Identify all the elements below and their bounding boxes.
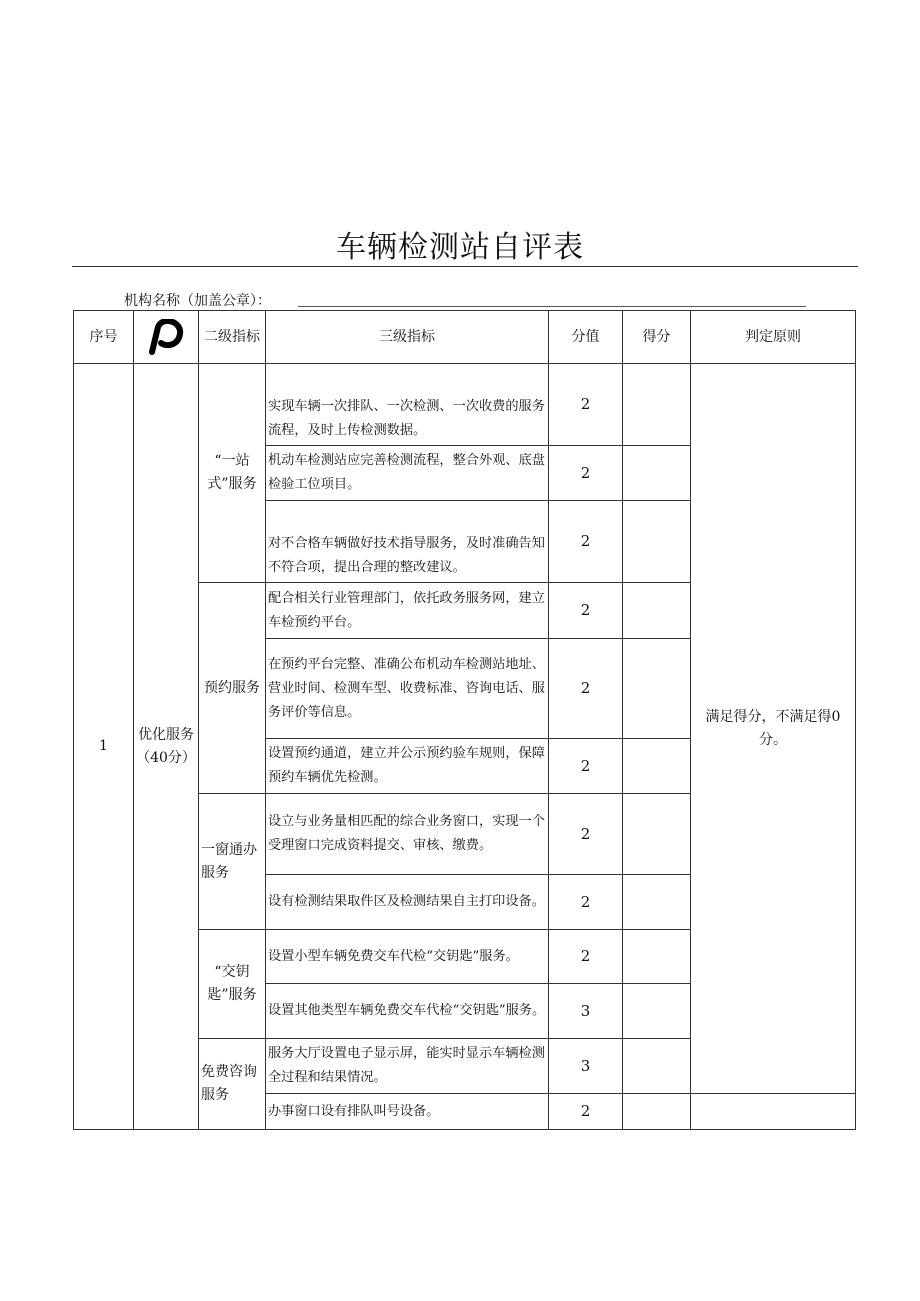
score-value: 2 [549, 446, 623, 501]
indicator-text: 服务大厅设置电子显示屏，能实时显示车辆检测全过程和结果情况。 [266, 1039, 549, 1094]
score-value: 2 [549, 583, 623, 639]
indicator-text: 在预约平台完整、准确公布机动车检测站地址、营业时间、检测车型、收费标准、咨询电话、服务评价等信息。 [266, 639, 549, 739]
header-level2: 二级指标 [199, 311, 266, 364]
score-value: 2 [549, 930, 623, 984]
score-input[interactable] [623, 583, 691, 639]
page-title: 车辆检测站自评表 [336, 230, 584, 265]
indicator-text: 对不合格车辆做好技术指导服务，及时准确告知不符合项，提出合理的整改建议。 [266, 501, 549, 583]
group-free-consult: 免费咨询服务 [199, 1039, 266, 1130]
judgement-empty-cell [691, 1094, 856, 1130]
org-name-label: 机构名称（加盖公章）： [124, 293, 271, 309]
score-value: 2 [549, 875, 623, 930]
score-value: 3 [549, 1039, 623, 1094]
indicator-text: 设置预约通道，建立并公示预约验车规则，保障预约车辆优先检测。 [266, 739, 549, 794]
group-one-window: 一窗通办服务 [199, 794, 266, 930]
score-value: 2 [549, 639, 623, 739]
group-hand-over-keys: “交钥匙”服务 [199, 930, 266, 1039]
score-input[interactable] [623, 739, 691, 794]
header-row [74, 311, 856, 364]
table-row [74, 364, 856, 446]
score-input[interactable] [623, 446, 691, 501]
indicator-text: 机动车检测站应完善检测流程，整合外观、底盘检验工位项目。 [266, 446, 549, 501]
header-seq: 序号 [74, 311, 134, 364]
score-input[interactable] [623, 930, 691, 984]
indicator-text: 实现车辆一次排队、一次检测、一次收费的服务流程，及时上传检测数据。 [266, 364, 549, 446]
title-underline [72, 266, 858, 267]
score-input[interactable] [623, 639, 691, 739]
score-input[interactable] [623, 1094, 691, 1130]
org-name-field[interactable] [298, 306, 806, 307]
score-value: 2 [549, 739, 623, 794]
header-level3: 三级指标 [266, 311, 549, 364]
header-level1-logo [134, 311, 199, 364]
section-level1: 优化服务（40分） [134, 364, 199, 1130]
indicator-text: 设置小型车辆免费交车代检“交钥匙”服务。 [266, 930, 549, 984]
indicator-text: 设有检测结果取件区及检测结果自主打印设备。 [266, 875, 549, 930]
score-value: 2 [549, 794, 623, 875]
judgement-rule: 满足得分，不满足得0分。 [691, 364, 856, 1094]
score-input[interactable] [623, 875, 691, 930]
header-got: 得分 [623, 311, 691, 364]
header-rule: 判定原则 [691, 311, 856, 364]
score-input[interactable] [623, 1039, 691, 1094]
score-value: 2 [549, 501, 623, 583]
score-input[interactable] [623, 364, 691, 446]
indicator-text: 办事窗口设有排队叫号设备。 [266, 1094, 549, 1130]
section-seq: 1 [74, 364, 134, 1130]
group-appointment: 预约服务 [199, 583, 266, 794]
score-value: 2 [549, 364, 623, 446]
level1-logo-icon [146, 319, 186, 355]
score-input[interactable] [623, 501, 691, 583]
group-one-stop: “一站式”服务 [199, 364, 266, 583]
score-value: 2 [549, 1094, 623, 1130]
score-input[interactable] [623, 794, 691, 875]
indicator-text: 设立与业务量相匹配的综合业务窗口，实现一个受理窗口完成资料提交、审核、缴费。 [266, 794, 549, 875]
self-evaluation-table [73, 310, 856, 1130]
indicator-text: 配合相关行业管理部门，依托政务服务网，建立车检预约平台。 [266, 583, 549, 639]
score-input[interactable] [623, 984, 691, 1039]
score-value: 3 [549, 984, 623, 1039]
indicator-text: 设置其他类型车辆免费交车代检“交钥匙”服务。 [266, 984, 549, 1039]
header-score: 分值 [549, 311, 623, 364]
